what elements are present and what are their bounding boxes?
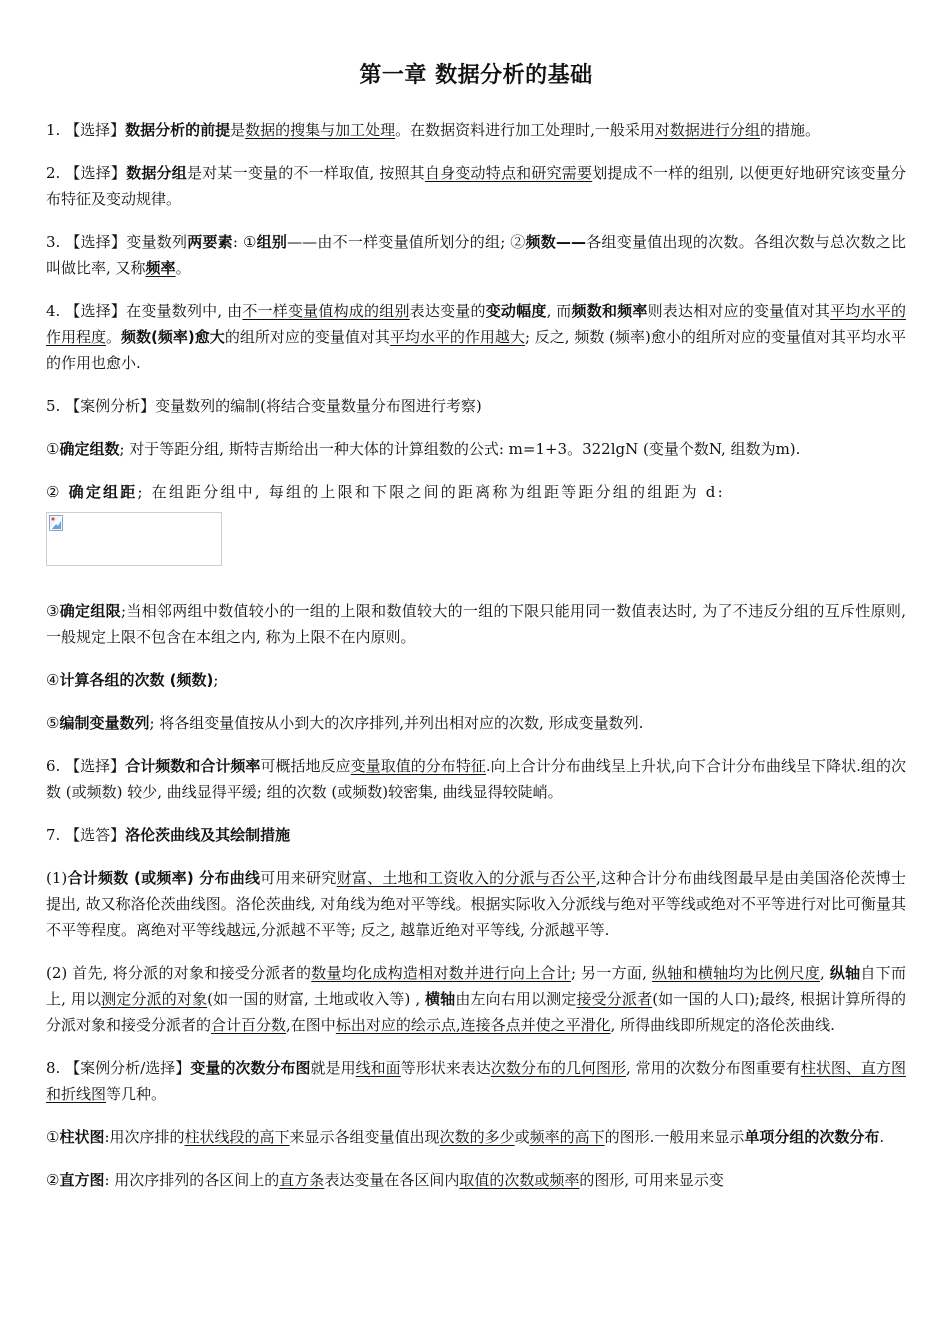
circled-number: ② xyxy=(46,483,62,501)
item-label: 6. 【选择】 xyxy=(46,757,126,775)
bold-term: 确定组限 xyxy=(59,602,121,620)
text: (如一国的人口);最终, 根据计算所得的分派对象和接受分派者的 xyxy=(46,990,906,1034)
underlined-text: 线和面 xyxy=(355,1059,401,1077)
underlined-bold-term: 频率 xyxy=(145,259,176,277)
text: 或 xyxy=(514,1128,530,1146)
text: ;当相邻两组中数值较小的一组的上限和数值较大的一组的下限只能用同一数值表达时, 为了不违反分组的互斥性原则, 一般规定上限不包含在本组之内, 称为上限不在内原则。 xyxy=(46,602,906,646)
paragraph-16 xyxy=(46,1124,906,1150)
text: (1) xyxy=(46,869,68,887)
circled-number: ③ xyxy=(46,602,60,620)
underlined-text: 平均水平的作用越大 xyxy=(389,328,525,346)
paragraph-5: 5. 【案例分析】变量数列的编制(将结合变量数量分布图进行考察) xyxy=(46,397,482,415)
underlined-text: 合计百分数 xyxy=(211,1016,287,1034)
bold-term: 纵轴 xyxy=(829,964,861,982)
text: 就是用 xyxy=(310,1059,356,1077)
text: ; 在组距分组中, 每组的上限和下限之间的距离称为组距等距分组的组距为 d: xyxy=(137,483,725,501)
bold-term: 数据分析的前提 xyxy=(125,121,231,139)
paragraph-3 xyxy=(46,229,906,281)
text: :用次序排的 xyxy=(104,1128,185,1146)
text: 可概括地反应 xyxy=(260,757,351,775)
paragraph-15 xyxy=(46,1055,906,1107)
paragraph-17 xyxy=(46,1167,906,1193)
paragraph-8 xyxy=(46,598,906,650)
text: 是 xyxy=(230,121,246,139)
paragraph-2 xyxy=(46,160,906,212)
underlined-text: 平均水平的作用程度 xyxy=(46,302,906,346)
paragraph-11 xyxy=(46,753,906,805)
underlined-text: 纵轴和横轴均为比例尺度 xyxy=(651,964,821,982)
text: 自下而上, 用以 xyxy=(46,964,906,1008)
text: 的措施。 xyxy=(759,121,820,139)
bold-term: 合计频数 (或频率) 分布曲线 xyxy=(67,869,261,887)
underlined-text: 测定分派的对象 xyxy=(101,990,208,1008)
bold-term: 频数和频率 xyxy=(571,302,648,320)
text: 可用来研究 xyxy=(260,869,337,887)
circled-number: ① xyxy=(46,440,60,458)
text: 。 xyxy=(175,259,191,277)
formula-image-placeholder xyxy=(46,512,222,566)
item-label: 8. 【案例分析/选择】 xyxy=(46,1059,191,1077)
text: (2) 首先, 将分派的对象和接受分派者的 xyxy=(46,964,312,982)
text: ; 另一方面, xyxy=(570,964,652,982)
text: ; 反之, 频数 (频率)愈小的组所对应的变量值对其平均水平的作用也愈小. xyxy=(46,328,906,372)
underlined-text: 变量取值的分布特征 xyxy=(350,757,486,775)
text: 4. 【选择】在变量数列中, 由 xyxy=(46,302,243,320)
underlined-text: 取值的次数或频率 xyxy=(459,1171,580,1189)
underlined-text: 数据的搜集与加工处理 xyxy=(245,121,396,139)
text: 等几种。 xyxy=(106,1085,167,1103)
underlined-text: 财富、土地和工资收入的分派与否公平 xyxy=(336,869,596,887)
bold-term: 确定组数 xyxy=(59,440,120,458)
bold-term: 频数(频率)愈大 xyxy=(121,328,225,346)
underlined-text: 直方条 xyxy=(279,1171,325,1189)
text: 。在数据资料进行加工处理时,一般采用 xyxy=(395,121,655,139)
text: ,在图中 xyxy=(286,1016,336,1034)
paragraph-14 xyxy=(46,960,906,1038)
circled-number: ② xyxy=(46,1171,60,1189)
chapter-title: 第一章 数据分析的基础 xyxy=(359,63,593,88)
text: 3. 【选择】变量数列 xyxy=(46,233,188,251)
document-page xyxy=(46,58,906,1210)
text: 是对某一变量的不一样取值, 按照其 xyxy=(186,164,425,182)
text: : ① xyxy=(232,233,257,251)
underlined-text: 柱状线段的高下 xyxy=(184,1128,290,1146)
underlined-text: 不一样变量值构成的组别 xyxy=(242,302,410,320)
bold-term: 洛伦茨曲线及其绘制措施 xyxy=(125,826,291,844)
circled-number: ④ xyxy=(46,671,60,689)
text: 来显示各组变量值出现 xyxy=(289,1128,440,1146)
bold-term: 数据分组 xyxy=(126,164,187,182)
bold-term: 横轴 xyxy=(425,990,456,1008)
underlined-text: 对数据进行分组 xyxy=(654,121,760,139)
paragraph-1 xyxy=(46,117,906,143)
underlined-text: 标出对应的绘示点,连接各点并使之平滑化 xyxy=(335,1016,611,1034)
text: ; xyxy=(213,671,219,689)
bold-term: 直方图 xyxy=(59,1171,105,1189)
text: 等形状来表达 xyxy=(400,1059,491,1077)
text: , 所得曲线即所规定的洛伦茨曲线. xyxy=(610,1016,835,1034)
paragraph-6 xyxy=(46,436,906,462)
bold-term: 计算各组的次数 (频数) xyxy=(59,671,214,689)
underlined-text: 自身变动特点和研究需要 xyxy=(424,164,593,182)
underlined-text: 柱状图、直方图和折线图 xyxy=(46,1059,906,1103)
bold-term: 合计频数和合计频率 xyxy=(125,757,261,775)
underlined-text: 频率的高下 xyxy=(529,1128,605,1146)
text: 表达变量的 xyxy=(409,302,486,320)
text: 的组所对应的变量值对其 xyxy=(224,328,390,346)
text: 划提成不一样的组别, 以便更好地研究该变量分布特征及变动规律。 xyxy=(46,164,906,208)
item-label: 1. 【选择】 xyxy=(46,121,126,139)
underlined-text: 次数的多少 xyxy=(439,1128,515,1146)
text: (如一国的财富, 土地或收入等) , xyxy=(207,990,426,1008)
text: ; 对于等距分组, 斯特吉斯给出一种大体的计算组数的公式: m=1+3。322lgN (变量个数N, 组数为m). xyxy=(119,440,801,458)
paragraph-9 xyxy=(46,667,906,693)
text: 的图形, 可用来显示变 xyxy=(579,1171,724,1189)
text: : 用次序排列的各区间上的 xyxy=(104,1171,280,1189)
broken-image-icon xyxy=(49,515,63,531)
text: . xyxy=(879,1128,885,1146)
bold-term: 变动幅度 xyxy=(485,302,547,320)
underlined-text: 接受分派者 xyxy=(576,990,653,1008)
text: ; 将各组变量值按从小到大的次序排列,并列出相对应的次数, 形成变量数列. xyxy=(149,714,644,732)
paragraph-12 xyxy=(46,822,906,848)
paragraph-4 xyxy=(46,298,906,376)
circled-number: ⑤ xyxy=(46,714,60,732)
bold-term: 确定组距 xyxy=(68,483,138,501)
text: ,这种合计分布曲线图最早是由美国洛伦茨博士提出, 故又称洛伦茨曲线图。洛伦茨曲线, 对角线为绝对平等线。根据实际收入分派线与绝对平等线或绝对不平等进行对比可衡量其不平等程度。离绝对平等线越远,分派越不平等; 反之, 越靠近绝对平等线, 分派越平等. xyxy=(46,869,906,939)
bold-term: 变量的次数分布图 xyxy=(190,1059,311,1077)
bold-term: 编制变量数列 xyxy=(59,714,150,732)
text: , 而 xyxy=(546,302,572,320)
item-label: 2. 【选择】 xyxy=(46,164,127,182)
underlined-text: 次数分布的几何图形 xyxy=(490,1059,627,1077)
bold-term: 两要素 xyxy=(187,233,233,251)
text: 各组变量值出现的次数。各组次数与总次数之比叫做比率, 又称 xyxy=(46,233,906,277)
text: ——由不一样变量值所划分的组; ② xyxy=(287,233,526,251)
text: 表达变量在各区间内 xyxy=(324,1171,460,1189)
bold-term: 柱状图 xyxy=(59,1128,105,1146)
bold-term: 频数—— xyxy=(525,233,587,251)
circled-number: ① xyxy=(46,1128,60,1146)
text: , xyxy=(820,964,830,982)
paragraph-7 xyxy=(46,479,906,505)
text: .向上合计分布曲线呈上升状,向下合计分布曲线呈下降状.组的次数 (或频数) 较少, 曲线显得平缓; 组的次数 (或频数)较密集, 曲线显得较陡峭。 xyxy=(46,757,906,801)
text: 的图形.一般用来显示 xyxy=(604,1128,745,1146)
text: 。 xyxy=(106,328,122,346)
text: , 常用的次数分布图重要有 xyxy=(626,1059,801,1077)
paragraph-13 xyxy=(46,865,906,943)
bold-term: 单项分组的次数分布 xyxy=(744,1128,880,1146)
text: 由左向右用以测定 xyxy=(455,990,577,1008)
text: 则表达相对应的变量值对其 xyxy=(647,302,831,320)
paragraph-10 xyxy=(46,710,906,736)
underlined-text: 数量均化成构造相对数并进行向上合计 xyxy=(311,964,571,982)
item-label: 7. 【选答】 xyxy=(46,826,126,844)
bold-term: 组别 xyxy=(256,233,288,251)
